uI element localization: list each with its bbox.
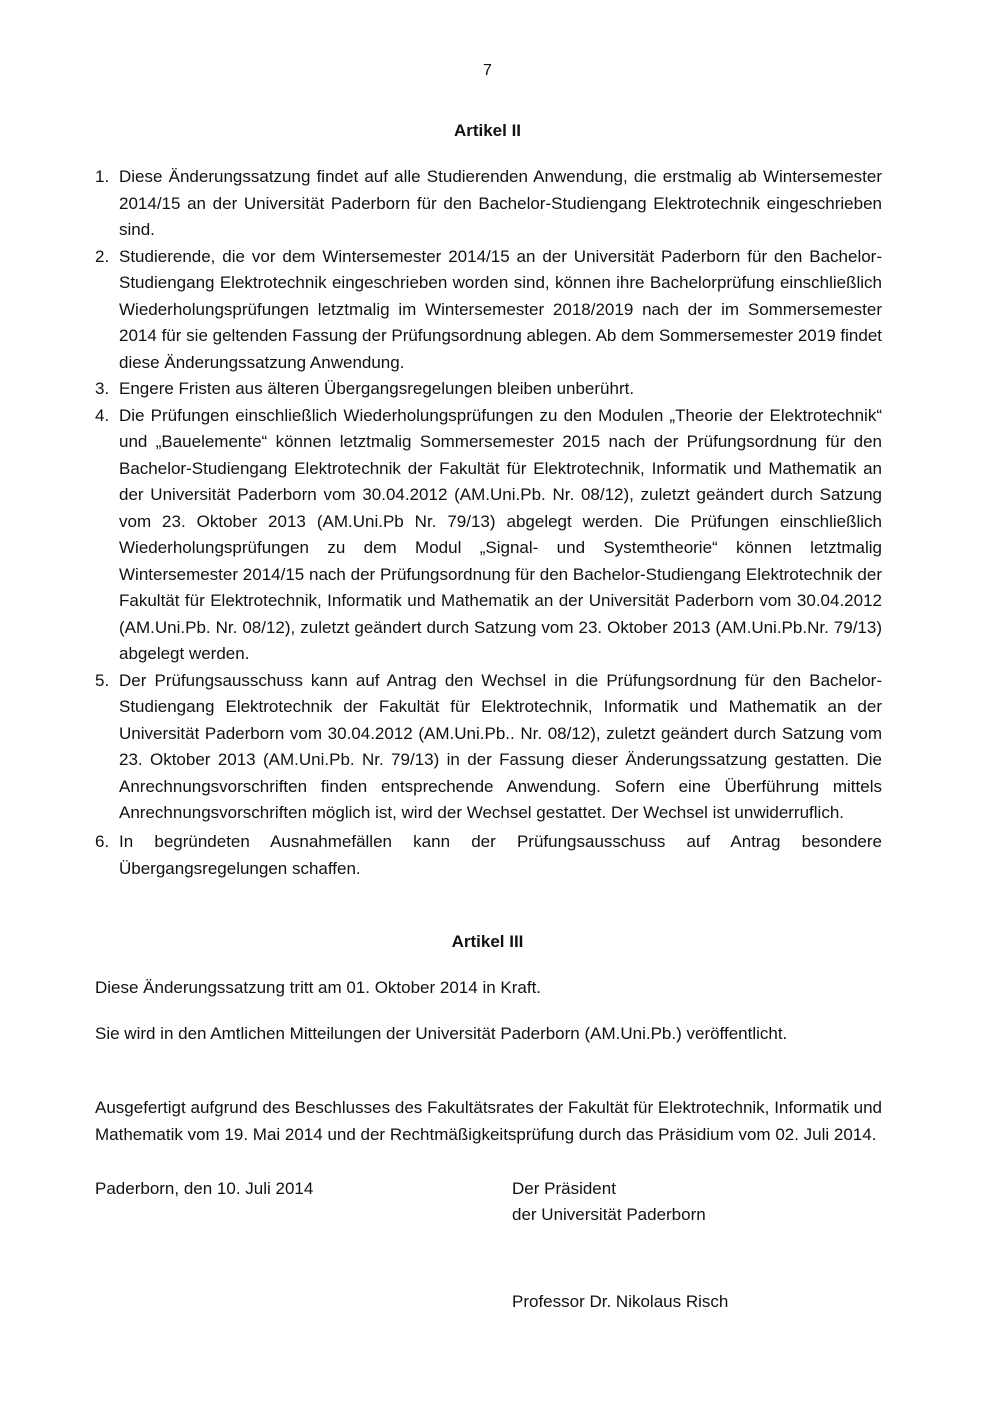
article-3-heading: Artikel III bbox=[451, 932, 524, 951]
item-text: Der Prüfungsausschuss kann auf Antrag den Wechsel in die Prüfungsordnung für den Bachelor-Studiengang Elektrotechnik der Fakultät für Elektrotechnik, Informatik und Mathematik an der Universität Paderborn vom 30.04.2012 (AM.Uni.Pb.. Nr. 08/12), zuletzt geändert durch Satzung vom 23. Oktober 2013 (AM.Uni.Pb. Nr. 79/13) in der Fassung dieser Änderungssatzung gestatten. Die Anrechnungsvorschriften finden entsprechende Anwendung. Sofern eine Überführung mittels Anrechnungsvorschriften möglich ist, wird der Wechsel gestattet. Der Wechsel ist unwiderruflich. bbox=[119, 670, 882, 822]
item-number: 5. bbox=[95, 670, 110, 690]
list-item bbox=[95, 164, 882, 244]
item-text: Studierende, die vor dem Wintersemester 2014/15 an der Universität Paderborn für den Bachelor-Studiengang Elektrotechnik eingeschrieben worden sind, können ihre Bachelorprüfung einschließlich Wiederholungsprüfungen letztmalig im Wintersemester 2018/2019 nach der im Sommersemester 2014 für sie geltenden Fassung der Prüfungsordnung ablegen. Ab dem Sommersemester 2019 findet diese Änderungssatzung Anwendung. bbox=[119, 246, 882, 372]
article-2-heading: Artikel II bbox=[453, 121, 522, 140]
signatory-title: Der Präsident bbox=[512, 1179, 616, 1198]
page-number: 7 bbox=[483, 62, 492, 79]
article-2-list-continued bbox=[95, 829, 882, 882]
list-item bbox=[95, 244, 882, 377]
list-item bbox=[95, 668, 882, 827]
list-item bbox=[95, 376, 882, 403]
signatory-name: Professor Dr. Nikolaus Risch bbox=[512, 1292, 729, 1311]
list-item bbox=[95, 829, 882, 882]
item-number: 1. bbox=[95, 167, 110, 186]
item-number: 6. bbox=[95, 832, 110, 851]
article-2-list bbox=[95, 164, 882, 827]
effective-date-paragraph: Diese Änderungssatzung tritt am 01. Oktober 2014 in Kraft. bbox=[95, 978, 542, 997]
place-date: Paderborn, den 10. Juli 2014 bbox=[95, 1179, 314, 1198]
item-text: Engere Fristen aus älteren Übergangsregelungen bleiben unberührt. bbox=[119, 379, 635, 398]
item-text: Die Prüfungen einschließlich Wiederholungsprüfungen zu den Modulen „Theorie der Elektrotechnik“ und „Bauelemente“ können letztmalig Sommersemester 2015 nach der Prüfungsordnung für den Bachelor-Studiengang Elektrotechnik der Fakultät für Elektrotechnik, Informatik und Mathematik an der Universität Paderborn vom 30.04.2012 (AM.Uni.Pb. Nr. 08/12), zuletzt geändert durch Satzung vom 23. Oktober 2013 (AM.Uni.Pb Nr. 79/13) abgelegt werden. Die Prüfungen einschließlich Wiederholungsprüfungen zu dem Modul „Signal- und Systemtheorie“ können letztmalig Wintersemester 2014/15 nach der Prüfungsordnung für den Bachelor-Studiengang Elektrotechnik der Fakultät für Elektrotechnik, Informatik und Mathematik an der Universität Paderborn vom 30.04.2012 (AM.Uni.Pb. Nr. 08/12), zuletzt geändert durch Satzung vom 23. Oktober 2013 (AM.Uni.Pb.Nr. 79/13) abgelegt werden. bbox=[119, 405, 882, 663]
item-text: In begründeten Ausnahmefällen kann der Prüfungsausschuss auf Antrag besondere Übergangsregelungen schaffen. bbox=[119, 832, 882, 878]
issuance-paragraph: Ausgefertigt aufgrund des Beschlusses des Fakultätsrates der Fakultät für Elektrotechnik, Informatik und Mathematik vom 19. Mai 2014 und der Rechtmäßigkeitsprüfung durch das Präsidium vom 02. Juli 2014. bbox=[95, 1098, 882, 1144]
item-number: 3. bbox=[95, 379, 110, 398]
item-number: 4. bbox=[95, 405, 110, 425]
list-item bbox=[95, 403, 882, 668]
item-text: Diese Änderungssatzung findet auf alle Studierenden Anwendung, die erstmalig ab Wintersemester 2014/15 an der Universität Paderborn für den Bachelor-Studiengang Elektrotechnik eingeschrieben sind. bbox=[119, 167, 882, 239]
publication-paragraph: Sie wird in den Amtlichen Mitteilungen der Universität Paderborn (AM.Uni.Pb.) veröffentlicht. bbox=[95, 1024, 788, 1043]
item-number: 2. bbox=[95, 246, 110, 266]
signatory-organization: der Universität Paderborn bbox=[512, 1205, 706, 1224]
